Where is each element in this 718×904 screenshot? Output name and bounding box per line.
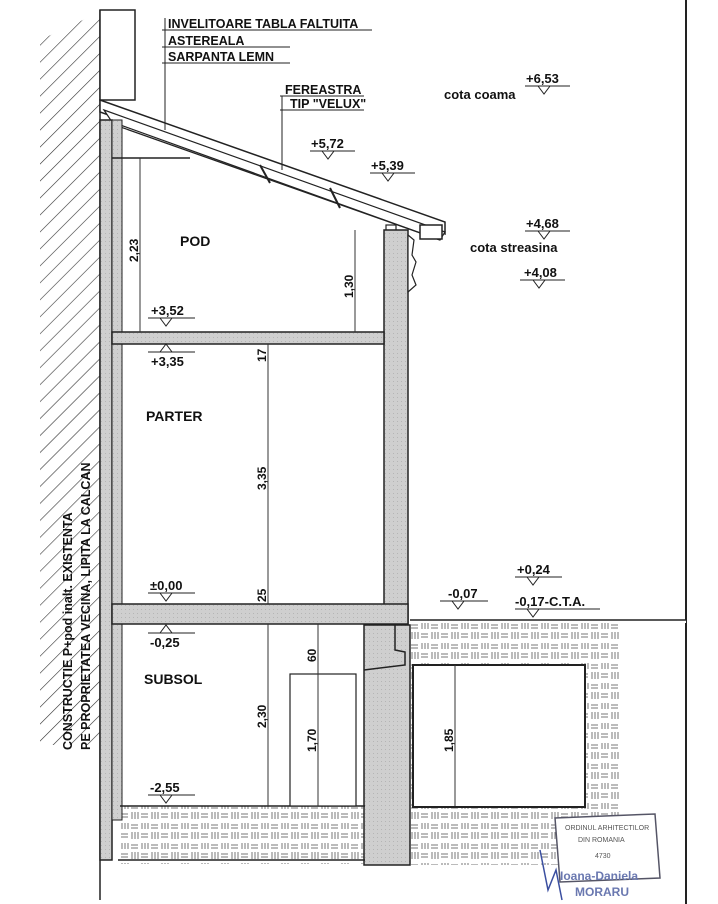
note-timber-frame: SARPANTA LEMN — [168, 50, 275, 64]
room-ground-floor: PARTER — [146, 408, 203, 424]
dim-attic-height: 2,23 — [127, 238, 141, 262]
elev-572: +5,72 — [311, 136, 344, 151]
elev-ridge: +6,53 — [526, 71, 559, 86]
architect-stamp — [540, 814, 660, 900]
elev-basement-floor: -2,55 — [150, 780, 180, 795]
room-basement: SUBSOL — [144, 671, 203, 687]
elev-ground-floor: ±0,00 — [150, 578, 183, 593]
elev-terrain: -0,07 — [448, 586, 478, 601]
elev-352: +3,52 — [151, 303, 184, 318]
stamp-line2: DIN ROMANIA — [578, 837, 625, 844]
dim-window-height: 1,70 — [305, 728, 319, 752]
material-notes — [168, 17, 358, 64]
note-window: FEREASTRA — [285, 83, 362, 97]
elev-539: +5,39 — [371, 158, 404, 173]
dim-knee-wall: 1,30 — [342, 274, 356, 298]
window-note — [285, 83, 366, 111]
elev-408: +4,08 — [524, 265, 557, 280]
note-roof-cover: INVELITOARE TABLA FALTUITA — [168, 17, 359, 31]
dim-ground-height: 3,35 — [255, 466, 269, 490]
stamp-number: 4730 — [595, 853, 611, 860]
signature-first: Ioana-Daniela — [560, 869, 639, 883]
elev-cta: -0,17-C.T.A. — [515, 594, 586, 609]
structure — [100, 120, 416, 865]
room-attic: POD — [180, 233, 211, 249]
dim-slab-17: 17 — [255, 348, 269, 362]
note-sheathing: ASTEREALA — [168, 34, 245, 48]
elev-ridge-label: cota coama — [444, 87, 516, 102]
neighbor-note-line1: CONSTRUCTIE P+pod inalt. EXISTENTA — [61, 512, 75, 750]
neighbor-note-line2: PE PROPRIETATEA VECINA, LIPITA LA CALCAN — [79, 462, 93, 750]
dim-basement-height: 2,30 — [255, 704, 269, 728]
dim-window-sill: 60 — [305, 648, 319, 662]
elev-335: +3,35 — [151, 354, 184, 369]
dim-well-depth: 1,85 — [442, 728, 456, 752]
elev-eave-label: cota streasina — [470, 240, 558, 255]
dim-slab-25: 25 — [255, 588, 269, 602]
elev-468: +4,68 — [526, 216, 559, 231]
stamp-line1: ORDINUL ARHITECTILOR — [565, 825, 650, 832]
signature-last: MORARU — [575, 885, 629, 899]
elev-minus-025: -0,25 — [150, 635, 180, 650]
elev-step: +0,24 — [517, 562, 550, 577]
note-window-type: TIP "VELUX" — [290, 97, 367, 111]
